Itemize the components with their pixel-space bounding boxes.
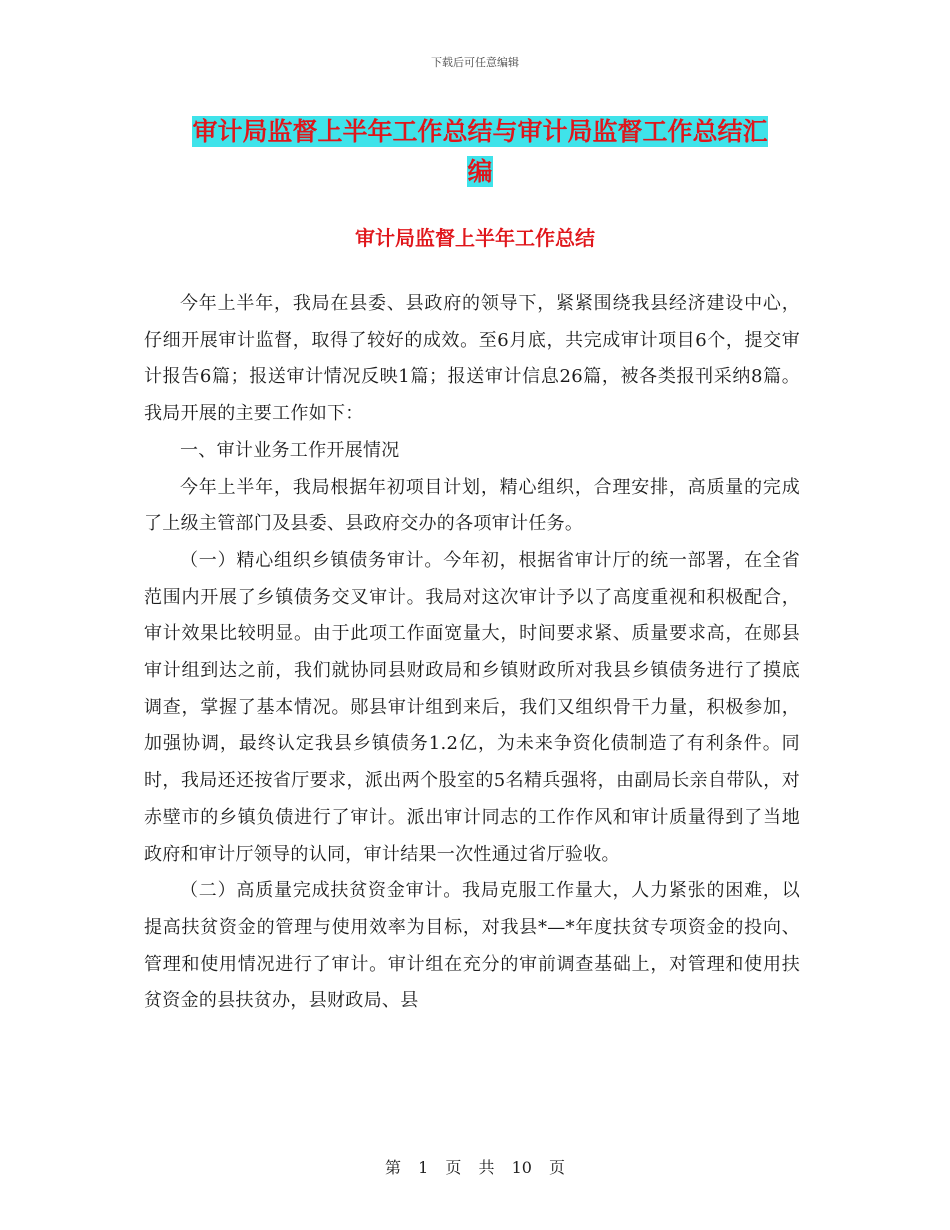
paragraph: 今年上半年，我局在县委、县政府的领导下，紧紧围绕我县经济建设中心，仔细开展审计监督，取得了较好的成效。至6月底，共完成审计项目6个，提交审计报告6篇；报送审计情况反映1篇；报送审计信息26篇，被各类报刊采纳8篇。我局开展的主要工作如下： — [144, 293, 800, 425]
paragraph: 一、审计业务工作开展情况 — [180, 439, 400, 461]
total-page-count: 10 — [511, 1158, 532, 1177]
paragraph: （二）高质量完成扶贫资金审计。我局克服工作量大，人力紧张的困难，以提高扶贫资金的管理与使用效率为目标，对我县*—*年度扶贫专项资金的投向、管理和使用情况进行了审计。审计组在充分的审前调查基础上，对管理和使用扶贫资金的县扶贫办，县财政局、县 — [144, 880, 800, 1012]
footer-page-word: 页 — [445, 1158, 462, 1177]
title-line-2: 编 — [467, 157, 493, 186]
title-line-1: 审计局监督上半年工作总结与审计局监督工作总结汇 — [192, 117, 768, 146]
current-page-number: 1 — [418, 1158, 429, 1177]
footer-suffix: 页 — [549, 1158, 566, 1177]
body-text — [144, 286, 800, 1020]
paragraph: （一）精心组织乡镇债务审计。今年初，根据省审计厅的统一部署，在全省范围内开展了乡镇债务交叉审计。我局对这次审计予以了高度重视和积极配合，审计效果比较明显。由于此项工作面宽量大，时间要求紧、质量要求高，在郧县审计组到达之前，我们就协同县财政局和乡镇财政所对我县乡镇债务进行了摸底调查，掌握了基本情况。郧县审计组到来后，我们又组织骨干力量，积极参加，加强协调，最终认定我县乡镇债务1.2亿，为未来争资化债制造了有利条件。同时，我局还还按省厅要求，派出两个股室的5名精兵强将，由副局长亲自带队，对赤壁市的乡镇负债进行了审计。派出审计同志的工作作风和审计质量得到了当地政府和审计厅领导的认同，审计结果一次性通过省厅验收。 — [144, 549, 800, 865]
paragraph: 今年上半年，我局根据年初项目计划，精心组织，合理安排，高质量的完成了上级主管部门及县委、县政府交办的各项审计任务。 — [144, 476, 800, 535]
section-title: 审计局监督上半年工作总结 — [355, 226, 595, 250]
document-title — [150, 112, 810, 192]
footer-prefix: 第 — [384, 1158, 401, 1177]
footer-total-word: 共 — [478, 1158, 495, 1177]
header-note: 下载后可任意编辑 — [431, 56, 519, 69]
page-footer — [0, 1155, 950, 1178]
